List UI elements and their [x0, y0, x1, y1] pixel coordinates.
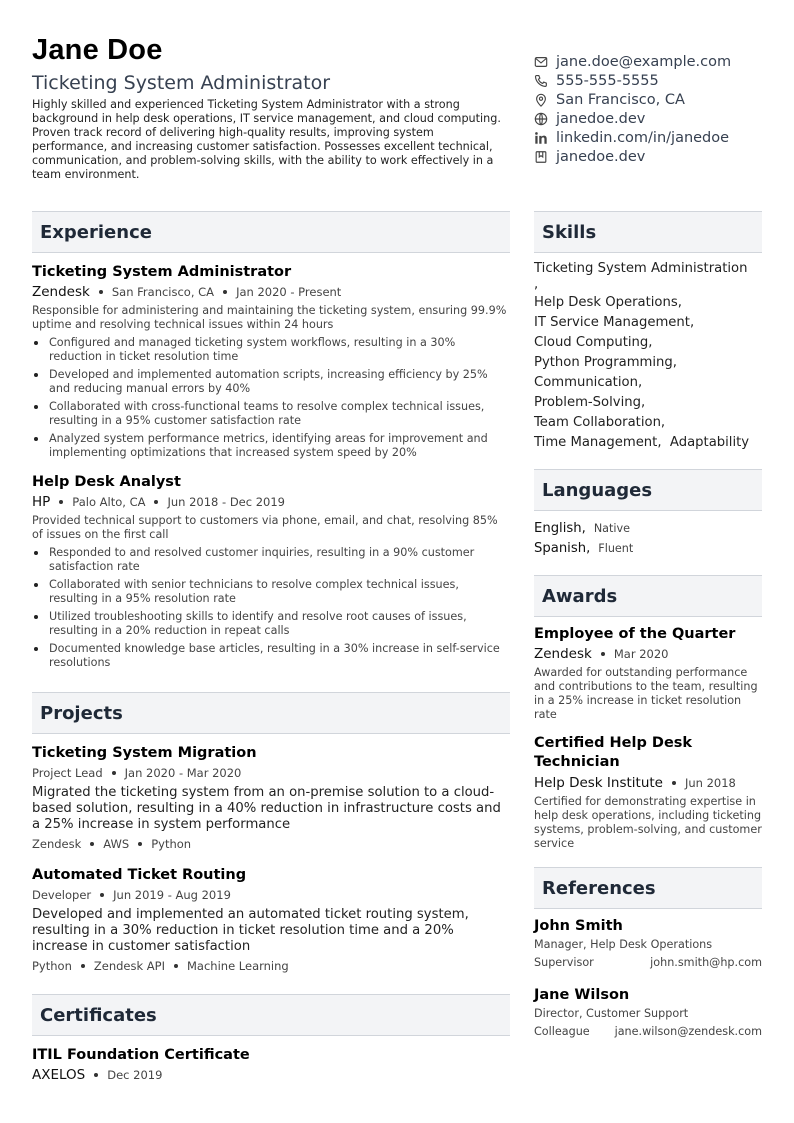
bullet-list [32, 546, 510, 670]
phone-icon [534, 74, 548, 88]
reference-email[interactable]: jane.wilson@zendesk.com [614, 1025, 762, 1038]
bullet-item [32, 368, 510, 396]
bullet-dot [34, 437, 38, 441]
separator-dot [174, 964, 178, 968]
project-meta [32, 764, 510, 782]
project-item [32, 866, 510, 974]
separator-dot [154, 500, 158, 504]
skill-line: Time Management, Adaptability [534, 435, 750, 450]
bullet-text: Collaborated with cross-functional teams to resolve complex technical issues, resulting in a 95% customer satisfaction rate [49, 400, 485, 427]
bullet-text: Documented knowledge base articles, resulting in a 30% increase in self-service resolutions [49, 642, 500, 669]
project-meta [32, 886, 510, 904]
separator-dot [601, 652, 605, 656]
award-date: Jun 2018 [684, 776, 736, 790]
separator-dot [99, 290, 103, 294]
bullet-text: Collaborated with senior technicians to resolve complex technical issues, resulting in a 95% resolution rate [49, 578, 459, 605]
bookmark-icon [534, 150, 548, 164]
project-item [32, 744, 510, 852]
bullet-item [32, 336, 510, 364]
skill-line: Cloud Computing, [534, 335, 653, 350]
job-description: Responsible for administering and maintaining the ticketing system, ensuring 99.9% uptime and resolving technical issues within 24 hours [32, 304, 507, 331]
tech-tag: Python [151, 837, 192, 851]
separator-dot [94, 1073, 98, 1077]
language-name: English, [534, 521, 586, 536]
location-text: San Francisco, CA [556, 91, 685, 108]
project-description: Migrated the ticketing system from an on-premise solution to a cloud-based solution, resulting in a 40% reduction in infrastructure costs and a 25% increase in system performance [32, 785, 501, 832]
award-meta [534, 645, 762, 663]
section-heading-awards: Awards [534, 575, 762, 617]
section-heading-experience: Experience [32, 211, 510, 253]
certificate-issuer: AXELOS [32, 1067, 86, 1083]
award-description: Certified for demonstrating expertise in help desk operations, including ticketing systems, problem-solving, and customer service [534, 795, 762, 850]
job-location: San Francisco, CA [111, 285, 215, 299]
certificate-date: Dec 2019 [107, 1068, 163, 1082]
contact-list [534, 52, 774, 166]
bullet-item [32, 400, 510, 428]
contact-email[interactable] [534, 52, 774, 71]
bullet-text: Analyzed system performance metrics, identifying areas for improvement and implementing optimizations that increased system speed by 20% [49, 432, 488, 459]
reference-role: Manager, Help Desk Operations [534, 938, 713, 951]
reference-relation: Colleague [534, 1025, 590, 1038]
bullet-text: Utilized troubleshooting skills to identify and resolve root causes of issues, resulting in a 20% reduction in repeat calls [49, 610, 467, 637]
award-item [534, 625, 762, 722]
bullet-item [32, 546, 510, 574]
bullet-dot [34, 647, 38, 651]
language-level: Fluent [598, 542, 634, 555]
project-title: Automated Ticket Routing [32, 867, 247, 883]
contact-location [534, 90, 774, 109]
section-heading-certificates: Certificates [32, 994, 510, 1036]
award-title: Certified Help Desk Technician [534, 735, 693, 770]
section-heading-references: References [534, 867, 762, 909]
section-heading-projects: Projects [32, 692, 510, 734]
award-description: Awarded for outstanding performance and contributions to the team, resulting in a 25% increase in ticket resolution rate [534, 666, 758, 721]
job-title: Ticketing System Administrator [32, 264, 292, 280]
separator-dot [90, 842, 94, 846]
certificate-meta [32, 1066, 510, 1084]
project-tech [32, 836, 510, 852]
language-name: Spanish, [534, 541, 591, 556]
summary: Highly skilled and experienced Ticketing System Administrator with a strong background in help desk operations, IT service management, and cloud computing. Proven track record of delivering high-quality results, improving system performance, and increasing customer satisfaction. Possesses excellent technical, communication, and problem-solving skills, with the ability to work effectively in a team environment. [32, 98, 501, 181]
job-description: Provided technical support to customers via phone, email, and chat, resolving 85% of issues on the first call [32, 514, 498, 541]
bullet-dot [34, 405, 38, 409]
bullet-item [32, 642, 510, 670]
contact-linkedin[interactable] [534, 128, 774, 147]
candidate-name: Jane Doe [32, 34, 163, 66]
certificate-item [32, 1046, 510, 1084]
portfolio-text: janedoe.dev [556, 148, 646, 165]
project-description: Developed and implemented an automated ticket routing system, resulting in a 30% reduction in ticket resolution time and a 20% increase in customer satisfaction [32, 907, 469, 954]
skill-line: Team Collaboration, [534, 415, 666, 430]
separator-dot [112, 771, 116, 775]
tech-tag: Zendesk [32, 837, 82, 851]
reference-name: Jane Wilson [534, 987, 630, 1003]
separator-dot [100, 893, 104, 897]
job-dates: Jun 2018 - Dec 2019 [167, 495, 285, 509]
skills-list [534, 261, 762, 453]
reference-contact [534, 954, 762, 972]
separator-dot [223, 290, 227, 294]
reference-name: John Smith [534, 918, 623, 934]
main-column [32, 211, 510, 1084]
contact-portfolio[interactable] [534, 147, 774, 166]
bullet-dot [34, 615, 38, 619]
reference-contact [534, 1023, 762, 1041]
separator-dot [138, 842, 142, 846]
tech-tag: AWS [103, 837, 130, 851]
email-text: jane.doe@example.com [556, 53, 732, 70]
contact-website[interactable] [534, 109, 774, 128]
tech-tag: Python [32, 959, 72, 973]
skill-line: IT Service Management, [534, 315, 695, 330]
reference-item [534, 986, 762, 1041]
tech-tag: Machine Learning [187, 959, 289, 973]
project-dates: Jun 2019 - Aug 2019 [113, 888, 231, 902]
language-item [534, 539, 762, 559]
award-issuer: Help Desk Institute [534, 775, 663, 791]
separator-dot [81, 964, 85, 968]
job-meta [32, 493, 510, 511]
bullet-text: Responded to and resolved customer inquiries, resulting in a 90% customer satisfaction rate [49, 546, 475, 573]
skill-line: Python Programming, [534, 355, 677, 370]
reference-item [534, 917, 762, 972]
job-title: Help Desk Analyst [32, 474, 181, 490]
company: Zendesk [32, 284, 90, 300]
separator-dot [672, 781, 676, 785]
project-role: Project Lead [32, 766, 103, 780]
candidate-title: Ticketing System Administrator [32, 72, 331, 94]
project-role: Developer [32, 888, 92, 902]
bullet-dot [34, 583, 38, 587]
job-location: Palo Alto, CA [72, 495, 146, 509]
bullet-text: Developed and implemented automation scripts, increasing efficiency by 25% and reducing manual errors by 40% [49, 368, 488, 395]
award-title: Employee of the Quarter [534, 626, 736, 642]
language-item [534, 519, 762, 539]
bullet-item [32, 578, 510, 606]
experience-item [32, 473, 510, 670]
tech-tag: Zendesk API [93, 959, 165, 973]
bullet-text: Configured and managed ticketing system workflows, resulting in a 30% reduction in ticket resolution time [49, 336, 456, 363]
separator-dot [59, 500, 63, 504]
reference-email[interactable]: john.smith@hp.com [650, 956, 762, 969]
website-text: janedoe.dev [556, 110, 646, 127]
job-dates: Jan 2020 - Present [236, 285, 342, 299]
bullet-dot [34, 373, 38, 377]
skill-line: Communication, [534, 375, 643, 390]
reference-role: Director, Customer Support [534, 1007, 689, 1020]
skill-line: Help Desk Operations, [534, 295, 682, 310]
award-date: Mar 2020 [613, 647, 669, 661]
award-issuer: Zendesk [534, 646, 592, 662]
award-meta [534, 774, 762, 792]
job-meta [32, 283, 510, 301]
section-heading-languages: Languages [534, 469, 762, 511]
section-heading-skills: Skills [534, 211, 762, 253]
globe-icon [534, 112, 548, 126]
bullet-item [32, 610, 510, 638]
company: HP [32, 494, 51, 510]
mail-icon [534, 55, 548, 69]
phone-text: 555-555-5555 [556, 72, 659, 89]
bullet-item [32, 432, 510, 460]
certificate-title: ITIL Foundation Certificate [32, 1047, 250, 1063]
linkedin-icon [534, 131, 548, 145]
skill-line: Ticketing System Administration [534, 261, 748, 276]
skill-line: , [534, 277, 539, 292]
project-dates: Jan 2020 - Mar 2020 [124, 766, 242, 780]
project-tech [32, 958, 510, 974]
language-level: Native [593, 522, 631, 535]
contact-phone[interactable] [534, 71, 774, 90]
linkedin-text: linkedin.com/in/janedoe [556, 129, 730, 146]
experience-item [32, 263, 510, 460]
skill-line: Problem-Solving, [534, 395, 646, 410]
bullet-list [32, 336, 510, 460]
reference-relation: Supervisor [534, 956, 594, 969]
languages-list [534, 519, 762, 559]
bullet-dot [34, 341, 38, 345]
project-title: Ticketing System Migration [32, 745, 257, 761]
bullet-dot [34, 551, 38, 555]
sidebar-column [534, 211, 762, 1041]
location-pin-icon [534, 93, 548, 107]
award-item [534, 734, 762, 851]
